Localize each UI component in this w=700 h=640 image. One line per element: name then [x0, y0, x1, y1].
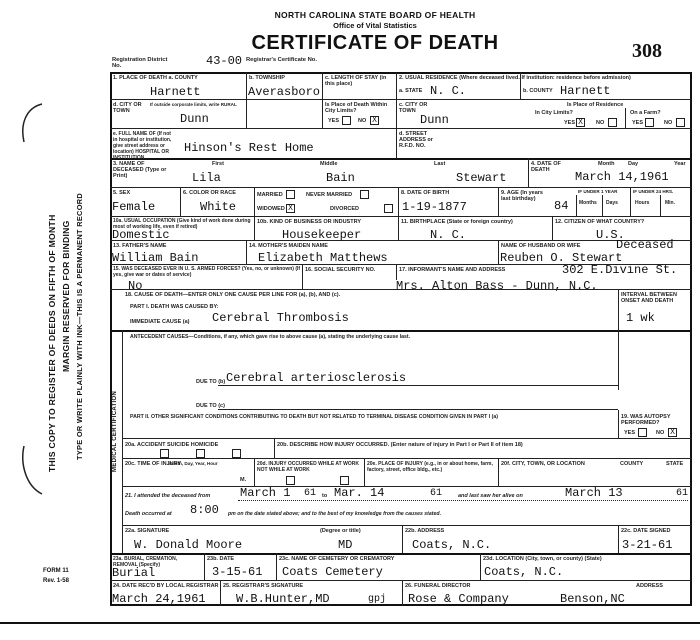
date-of-death-label: 4. DATE OF DEATH	[531, 161, 561, 173]
spouse-name: Reuben O. Stewart	[500, 251, 623, 265]
degree-label: (Degree or title)	[320, 528, 361, 534]
margin-text-permanent: TYPE OR WRITE PLAINLY WITH INK—THIS IS A PERMANENT RECORD	[75, 192, 84, 460]
birth-date: 1-19-1877	[402, 200, 467, 214]
never-married-label: NEVER MARRIED	[306, 192, 353, 198]
middle-name: Bain	[326, 171, 355, 185]
cemetery-name: Coats Cemetery	[282, 565, 383, 579]
res-state-label: a. STATE	[399, 88, 423, 94]
autopsy-no-label: NO	[656, 430, 665, 436]
facility-name: Hinson's Rest Home	[184, 141, 314, 155]
death-county: Harnett	[150, 85, 201, 99]
pod-yes-label: YES	[328, 118, 340, 124]
rec-date-label: 24. DATE REC'D BY LOCAL REGISTRAR	[113, 583, 219, 589]
burial-location-label: 23d. LOCATION (City, town, or county) (State)	[483, 556, 602, 562]
burial-date: 3-15-61	[212, 565, 263, 579]
place-of-death-label: 1. PLACE OF DEATH a. COUNTY	[113, 75, 198, 81]
physician-degree: MD	[338, 538, 353, 552]
injury-city-label: 20f. CITY, TOWN, OR LOCATION	[501, 461, 585, 467]
cause-label: 18. CAUSE OF DEATH—ENTER ONLY ONE CAUSE PER LINE FOR (a), (b), AND (c).	[125, 292, 341, 298]
res-no-label: NO	[596, 120, 605, 126]
month-label: Month	[598, 161, 615, 167]
at-work-checkbox[interactable]	[286, 476, 295, 485]
burial-method: Burial	[112, 566, 156, 580]
burial-label: 23a. BURIAL, CREMATION, REMOVAL (Specify)	[113, 556, 178, 568]
race-label: 6. COLOR OR RACE	[183, 190, 236, 196]
day-label: Day	[628, 161, 639, 167]
res-no-checkbox[interactable]	[608, 118, 617, 127]
age: 84	[554, 199, 569, 213]
antecedent-label: ANTECEDENT CAUSES—Conditions, if any, which gave rise to above cause (a), stating the underlying cause last.	[130, 334, 411, 340]
last-seen-label: and last saw her alive on	[458, 493, 523, 499]
due-to-b-label: DUE TO (b)	[196, 379, 226, 385]
not-at-work-checkbox[interactable]	[340, 476, 349, 485]
part1-label: PART I. DEATH WAS CAUSED BY:	[130, 304, 219, 310]
interval-label: INTERVAL BETWEEN ONSET AND DEATH	[621, 292, 677, 304]
autopsy-label: 19. WAS AUTOPSY PERFORMED?	[621, 414, 671, 426]
informant-name: Mrs. Alton Bass - Dunn, N.C.	[396, 279, 598, 293]
days-label: Days	[606, 200, 618, 206]
within-limits-label: Is Place of Death Within City Limits?	[325, 102, 388, 114]
min-label: Min.	[665, 200, 675, 206]
autopsy-yes-label: YES	[624, 430, 636, 436]
burial-date-label: 23b. DATE	[207, 556, 235, 562]
funeral-director-label: 26. FUNERAL DIRECTOR	[405, 583, 471, 589]
birth-date-label: 8. DATE OF BIRTH	[401, 190, 450, 196]
autopsy-no-checkbox[interactable]: X	[668, 428, 677, 437]
registrar-sig-label: 25. REGISTRAR'S SIGNATURE	[223, 583, 304, 589]
attended-to: Mar. 14	[334, 486, 385, 500]
res-city: Dunn	[420, 113, 449, 127]
citizen: U.S.	[596, 228, 625, 242]
name-label: 3. NAME OF DECEASED (Type or Print)	[113, 161, 167, 179]
certificate-number: 308	[632, 40, 662, 62]
pod-no-checkbox[interactable]: X	[370, 116, 379, 125]
married-label: MARRIED	[257, 192, 283, 198]
date-signed-label: 22c. DATE SIGNED	[621, 528, 671, 534]
last-seen-year: 61	[676, 488, 689, 499]
autopsy-yes-checkbox[interactable]	[638, 428, 647, 437]
due-to-c-label: DUE TO (c)	[196, 403, 225, 409]
father-name: William Bain	[112, 251, 199, 265]
father-label: 13. FATHER'S NAME	[113, 243, 167, 249]
attended-to-label: to	[322, 493, 328, 499]
birthplace: N. C.	[430, 228, 467, 242]
burial-location: Coats, N.C.	[484, 565, 564, 579]
signature-label: 22a. SIGNATURE	[125, 528, 170, 534]
race: White	[200, 200, 237, 214]
attended-from-year: 61	[304, 488, 317, 499]
never-married-checkbox[interactable]	[360, 190, 369, 199]
attended-to-year: 61	[430, 488, 443, 499]
months-label: Months	[579, 200, 597, 206]
farm-yes-label: YES	[632, 120, 644, 126]
pod-no-label: NO	[358, 118, 367, 124]
age-label: 9. AGE (In years last birthday)	[501, 190, 543, 202]
hours-label: Hours	[635, 200, 650, 206]
form-number: FORM 11	[43, 568, 69, 574]
part2-label: PART II. OTHER SIGNIFICANT CONDITIONS CONTRIBUTING TO DEATH BUT NOT RELATED TO TERMINAL DISEASE CONDITION GIVEN IN PART I (a)	[130, 414, 498, 420]
reg-district-label: Registration District No.	[112, 57, 168, 69]
injury-state-label: STATE	[666, 461, 684, 467]
divorced-checkbox[interactable]	[384, 204, 393, 213]
armed-forces: No	[128, 279, 143, 293]
farm-yes-checkbox[interactable]	[645, 118, 654, 127]
injury-place-label: 20e. PLACE OF INJURY (e.g., in or about home, farm, factory, street, office bldg., etc.)	[367, 461, 493, 473]
ssn-label: 16. SOCIAL SECURITY NO.	[305, 267, 376, 273]
business-label: 10b. KIND OF BUSINESS OR INDUSTRY	[257, 219, 362, 225]
death-time-suffix: pm on the date stated above; and to the best of my knowledge from the causes stated.	[228, 511, 442, 517]
last-label: Last	[434, 161, 446, 167]
date-of-death: March 14,1961	[575, 170, 669, 184]
margin-text-binding: MARGIN RESERVED FOR BINDING	[61, 220, 71, 372]
res-city-label: c. CITY OR TOWN	[399, 102, 428, 114]
birthplace-label: 11. BIRTHPLACE (State or foreign country)	[401, 219, 513, 225]
injury-how-label: 20b. DESCRIBE HOW INJURY OCCURRED. (Enter nature of injury in Part I or Part II of item 18)	[277, 442, 523, 448]
res-county: Harnett	[560, 84, 611, 98]
on-farm-label: On a Farm?	[630, 110, 661, 116]
in-city-limits-label: In City Limits?	[535, 110, 573, 116]
mother-label: 14. MOTHER'S MAIDEN NAME	[249, 243, 328, 249]
divorced-label: DIVORCED	[330, 206, 360, 212]
business: Housekeeper	[282, 228, 362, 242]
death-township: Averasboro	[248, 85, 321, 99]
attended-text: 21. I attended the deceased from	[125, 493, 211, 499]
funeral-director: Rose & Company	[408, 592, 509, 606]
informant-label: 17. INFORMANT'S NAME AND ADDRESS	[399, 267, 506, 273]
office-name: Office of Vital Statistics	[333, 21, 417, 30]
first-name: Lila	[192, 171, 221, 185]
citizen-label: 12. CITIZEN OF WHAT COUNTRY?	[555, 219, 645, 225]
injury-county-label: COUNTY	[620, 461, 644, 467]
last-name: Stewart	[456, 171, 507, 185]
occupation-label: 10a. USUAL OCCUPATION (Give kind of work done during most of working life, even if retired)	[113, 218, 251, 230]
place-of-residence-label: Is Place of Residence	[567, 102, 624, 108]
spouse-status: Deceased	[616, 238, 674, 252]
death-time: 8:00	[190, 503, 219, 517]
reg-district-value: 43-00	[206, 54, 243, 68]
margin-text-register: THIS COPY TO REGISTER OF DEEDS ON FIFTH OF MONTH	[47, 214, 57, 472]
suicide-checkbox[interactable]	[196, 449, 205, 458]
death-city: Dunn	[180, 112, 209, 126]
rec-date: March 24,1961	[112, 592, 206, 606]
last-seen-date: March 13	[565, 486, 623, 500]
res-state: N. C.	[430, 84, 467, 98]
widowed-label: WIDOWED	[257, 206, 285, 212]
immediate-cause: Cerebral Thrombosis	[212, 311, 349, 325]
informant-address: 302 E.Divine St.	[562, 263, 678, 277]
injury-time-sub: Month, Day, Year, Hour	[168, 461, 218, 466]
length-of-stay-label: c. LENGTH OF STAY (in this place)	[325, 75, 387, 87]
pod-yes-checkbox[interactable]	[342, 116, 351, 125]
married-checkbox[interactable]	[286, 190, 295, 199]
binding-bracket-bottom	[14, 440, 44, 500]
spouse-label: NAME OF HUSBAND OR WIFE	[501, 243, 581, 249]
interval: 1 wk	[626, 311, 655, 325]
cemetery-label: 23c. NAME OF CEMETERY OR CREMATORY	[279, 556, 395, 562]
certificate-title: CERTIFICATE OF DEATH	[251, 32, 499, 54]
armed-forces-label: 15. WAS DECEASED EVER IN U. S. ARMED FORCES? (Yes, no, or unknown) (If yes, give war or dates of service)	[113, 266, 301, 278]
injury-occurred-label: 20d. INJURY OCCURRED WHILE AT WORK NOT WHILE AT WORK	[257, 461, 359, 473]
medical-certification-label: MEDICAL CERTIFICATION	[112, 390, 118, 472]
registrar-initials: gpj	[368, 594, 387, 605]
street-label: d. STREET ADDRESS or R.F.D. NO.	[399, 131, 433, 149]
form-revision: Rev. 1-58	[43, 578, 69, 584]
res-yes-checkbox[interactable]: X	[576, 118, 585, 127]
accident-label: 20a. ACCIDENT SUICIDE HOMICIDE	[125, 442, 219, 448]
immediate-cause-label: IMMEDIATE CAUSE (a)	[130, 319, 190, 325]
sex: Female	[112, 200, 156, 214]
year-label: Year	[674, 161, 686, 167]
res-county-label: b. COUNTY	[523, 88, 553, 94]
usual-residence-label: 2. USUAL RESIDENCE (Where deceased lived. If institution: residence before admission)	[399, 75, 631, 81]
middle-label: Middle	[320, 161, 338, 167]
under-24-hrs-label: IF UNDER 24 HRS.	[633, 189, 674, 194]
injury-time-label: 20c. TIME OF INJURY	[125, 461, 182, 467]
res-yes-label: YES	[564, 120, 576, 126]
death-occurred-label: Death occurred at	[125, 511, 172, 517]
agency-name: NORTH CAROLINA STATE BOARD OF HEALTH	[274, 10, 476, 20]
first-label: First	[212, 161, 224, 167]
death-city-label: d. CITY OR TOWN	[113, 102, 142, 114]
farm-no-checkbox[interactable]	[676, 118, 685, 127]
occupation: Domestic	[112, 228, 170, 242]
attended-from: March 1	[240, 486, 291, 500]
binding-bracket-top	[14, 98, 44, 148]
director-address-label: ADDRESS	[636, 583, 663, 589]
sex-label: 5. SEX	[113, 190, 131, 196]
accident-checkbox[interactable]	[160, 449, 169, 458]
farm-no-label: NO	[664, 120, 673, 126]
due-to-b: Cerebral arteriosclerosis	[226, 371, 407, 385]
injury-m-label: M.	[240, 477, 247, 483]
rural-note: If outside corporate limits, write RURAL	[150, 102, 237, 107]
homicide-checkbox[interactable]	[232, 449, 241, 458]
facility-label: e. FULL NAME OF (If not in hospital or institution, give street address or location) HOSPITAL OR INSTITUTION	[113, 131, 172, 161]
physician-address-label: 22b. ADDRESS	[405, 528, 445, 534]
widowed-checkbox[interactable]: X	[286, 204, 295, 213]
date-signed: 3-21-61	[622, 538, 673, 552]
registrar-signature: W.B.Hunter,MD	[236, 592, 330, 606]
director-address: Benson,NC	[560, 592, 625, 606]
under-1-year-label: IF UNDER 1 YEAR	[578, 189, 618, 194]
physician-signature: W. Donald Moore	[134, 538, 243, 552]
physician-address: Coats, N.C.	[412, 538, 492, 552]
mother-name: Elizabeth Matthews	[258, 251, 388, 265]
registrar-cert-label: Registrar's Certificate No.	[246, 57, 317, 63]
township-label: b. TOWNSHIP	[249, 75, 285, 81]
